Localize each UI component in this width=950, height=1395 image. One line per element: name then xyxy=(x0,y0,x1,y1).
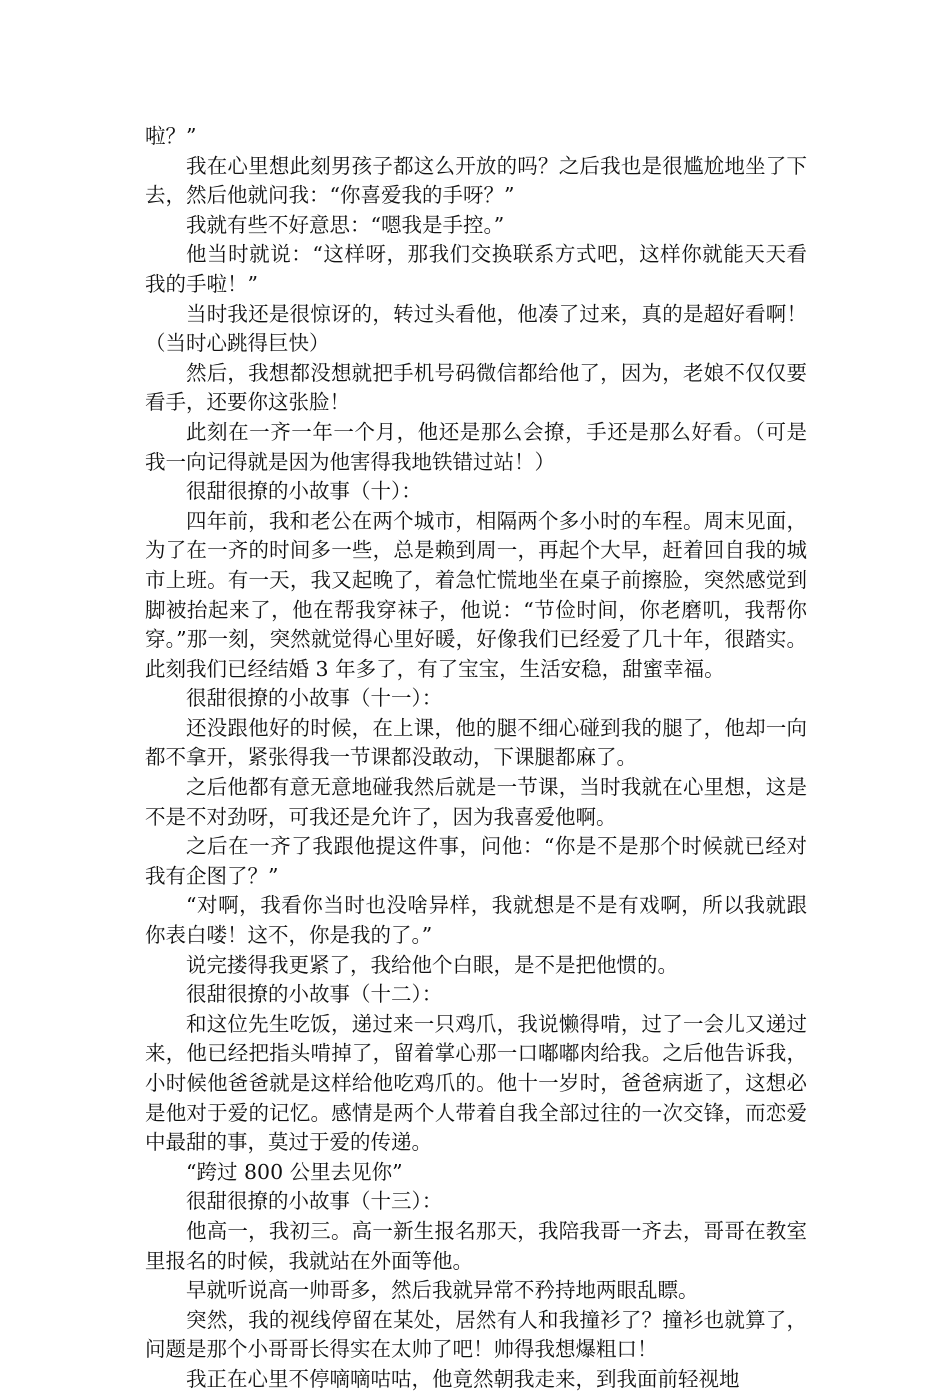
paragraph: 我在心里想此刻男孩子都这么开放的吗？之后我也是很尴尬地坐了下去，然后他就问我：“你喜爱我的手呀？” xyxy=(145,153,807,208)
paragraph: 四年前，我和老公在两个城市，相隔两个多小时的车程。周末见面，为了在一齐的时间多一些，总是赖到周一，再起个大早，赶着回自我的城市上班。有一天，我又起晚了，着急忙慌地坐在桌子前擦脸，突然感觉到脚被抬起来了，他在帮我穿袜子，他说：“节俭时间，你老磨叽，我帮你穿。”那一刻，突然就觉得心里好暖，好像我们已经爱了几十年，很踏实。此刻我们已经结婚 3 年多了，有了宝宝，生活安稳，甜蜜幸福。 xyxy=(145,508,807,681)
story-heading-12: 很甜很撩的小故事（十二）： xyxy=(186,982,443,1007)
paragraph: 我正在心里不停嘀嘀咕咕，他竟然朝我走来，到我面前轻视地 xyxy=(186,1366,740,1391)
story-heading-13: 很甜很撩的小故事（十三）： xyxy=(186,1189,443,1214)
paragraph: 此刻在一齐一年一个月，他还是那么会撩，手还是那么好看。（可是我一向记得就是因为他害得我地铁错过站！） xyxy=(145,419,807,474)
paragraph: 他当时就说：“这样呀，那我们交换联系方式吧，这样你就能天天看我的手啦！” xyxy=(145,242,807,296)
paragraph: 早就听说高一帅哥多，然后我就异常不矜持地两眼乱瞟。 xyxy=(186,1278,699,1303)
story-heading-11: 很甜很撩的小故事（十一）： xyxy=(186,686,443,711)
paragraph: 我就有些不好意思：“嗯我是手控。” xyxy=(186,212,505,237)
paragraph: 他高一，我初三。高一新生报名那天，我陪我哥一齐去，哥哥在教室里报名的时候，我就站在外面等他。 xyxy=(145,1218,807,1273)
paragraph: 突然，我的视线停留在某处，居然有人和我撞衫了？撞衫也就算了，问题是那个小哥哥长得实在太帅了吧！帅得我想爆粗口！ xyxy=(145,1307,807,1362)
paragraph: 说完搂得我更紧了，我给他个白眼，是不是把他惯的。 xyxy=(186,952,678,977)
paragraph: 当时我还是很惊讶的，转过头看他，他凑了过来，真的是超好看啊！（当时心跳得巨快） xyxy=(145,301,807,356)
paragraph: “对啊，我看你当时也没啥异样，我就想是不是有戏啊，所以我就跟你表白喽！这不，你是我的了。” xyxy=(145,893,807,948)
paragraph: 和这位先生吃饭，递过来一只鸡爪，我说懒得啃，过了一会儿又递过来，他已经把指头啃掉了，留着掌心那一口嘟嘟肉给我。之后他告诉我，小时候他爸爸就是这样给他吃鸡爪的。他十一岁时，爸爸病逝了，这想必是他对于爱的记忆。感情是两个人带着自我全部过往的一次交锋，而恋爱中最甜的事，莫过于爱的传递。 xyxy=(145,1011,807,1155)
quote-line: “跨过 800 公里去见你” xyxy=(186,1159,403,1184)
paragraph: 之后他都有意无意地碰我然后就是一节课，当时我就在心里想，这是不是不对劲呀，可我还是允许了，因为我喜爱他啊。 xyxy=(145,775,807,829)
paragraph: 然后，我想都没想就把手机号码微信都给他了，因为，老娘不仅仅要看手，还要你这张脸！ xyxy=(145,360,807,415)
paragraph-continuation: 啦？” xyxy=(145,124,197,148)
paragraph: 之后在一齐了我跟他提这件事，问他：“你是不是那个时候就已经对我有企图了？” xyxy=(145,834,807,888)
paragraph: 还没跟他好的时候，在上课，他的腿不细心碰到我的腿了，他却一向都不拿开，紧张得我一节课都没敢动，下课腿都麻了。 xyxy=(145,715,807,770)
story-heading-10: 很甜很撩的小故事（十）： xyxy=(186,479,422,504)
document-body xyxy=(145,122,807,1395)
